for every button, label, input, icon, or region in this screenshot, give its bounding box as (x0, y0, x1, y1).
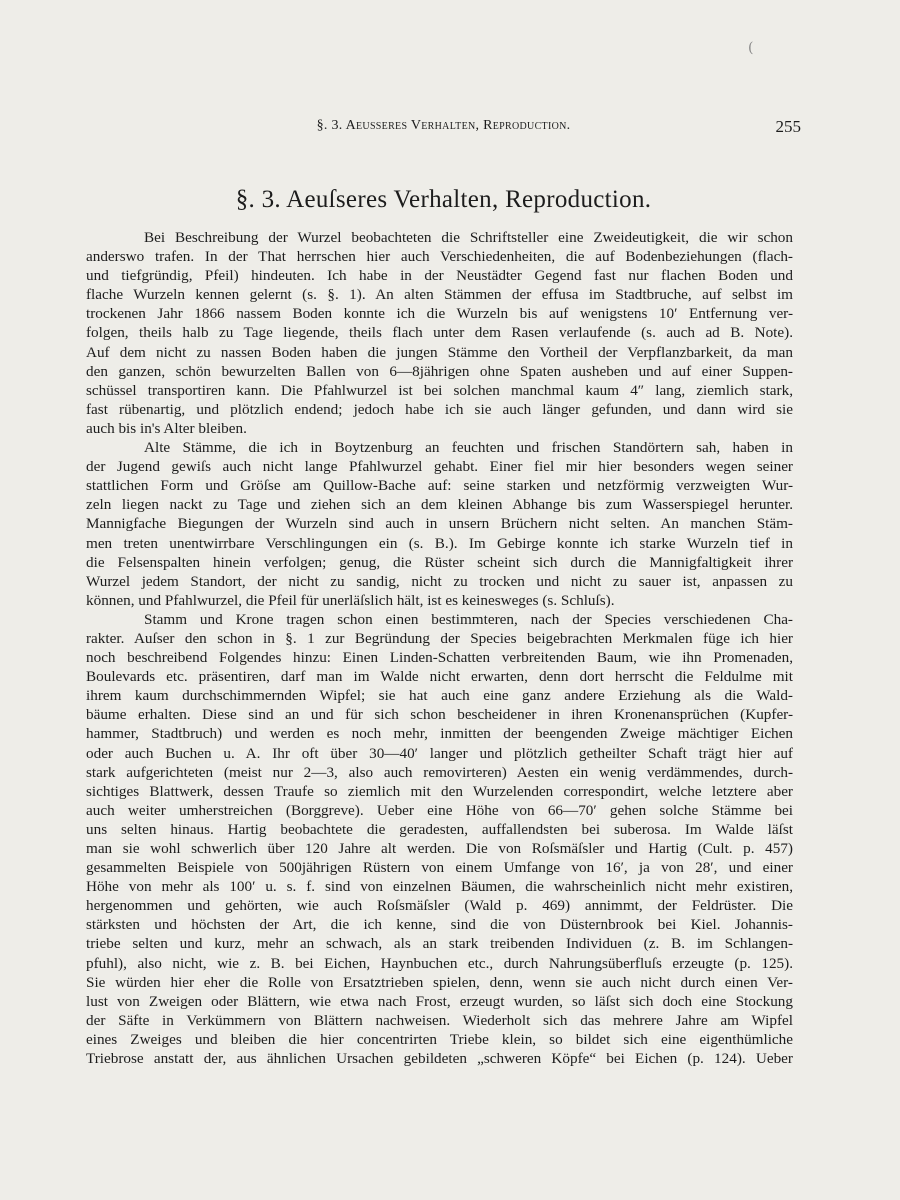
text-line: auch bis in's Alter bleiben. (86, 419, 247, 437)
text-line: Auf dem nicht zu nassen Boden haben die jungen Stämme den Vortheil der Verpflanzbarkeit, da man (86, 343, 793, 361)
text-line: hammer, Stadtbruch) und werden es noch mehr, inmitten der beengenden Zweige mächtiger Eichen (86, 725, 793, 743)
text-line: der Säfte in Verkümmern von Blättern nachweisen. Wiederholt sich das mehrere Jahre am Wipfel (86, 1011, 793, 1029)
text-line: Stamm und Krone tragen schon einen bestimmteren, nach der Species verschiedenen Cha- (144, 610, 793, 628)
text-line: hergenommen und gehörten, wie auch Roſsmäſsler (Wald p. 469) annimmt, der Feldrüster. Die (86, 897, 793, 915)
text-line: oder auch Buchen u. A. Ihr oft über 30—40′ langer und plötzlich getheilter Schaft trägt hier auf (86, 744, 793, 762)
text-line: auch weiter umherstreichen (Borggreve). Ueber eine Höhe von 66—70′ gehen solche Stämme bei (86, 801, 793, 819)
text-line: uns selten hinaus. Hartig beobachtete die geradesten, auffallendsten bei suberosa. Im Walde läſst (86, 820, 793, 838)
running-title: §. 3. Aeusseres Verhalten, Reproduction. (316, 118, 571, 133)
text-line: Triebrose anstatt der, aus ähnlichen Ursachen gebildeten „schweren Köpfe“ bei Eichen (p. 124). Ueber (86, 1050, 793, 1068)
text-line: stärksten und höchsten der Art, die ich kenne, sind die von Düsternbrook bei Kiel. Johannis- (86, 916, 793, 934)
text-line: flache Wurzeln kennen gelernt (s. §. 1). An alten Stämmen der effusa im Stadtbruche, auf selbst im (86, 286, 793, 304)
text-line: den ganzen, schön bewurzelten Ballen von 6—8jährigen ohne Spaten ausheben und auf einer Suppen- (86, 362, 793, 380)
text-line: ihrem kaum durchschimmernden Wipfel; sie hat auch eine ganz andere Erziehung als die Wald- (86, 687, 793, 705)
text-line: gesammelten Beispiele von 500jährigen Rüstern von einem Umfange von 16′, ja von 28′, und einer (86, 859, 793, 877)
text-line: eines Zweiges und bleiben die hier concentrirten Triebe klein, so bildet sich eine eigenthümliche (86, 1030, 793, 1048)
text-line: Alte Stämme, die ich in Boytzenburg an feuchten und frischen Standörtern sah, haben in (144, 439, 793, 457)
text-line: triebe selten und kurz, mehr an schwach, als an stark treibenden Individuen (z. B. im Schlangen- (86, 935, 793, 953)
text-line: und tiefgründig, Pfeil) hindeuten. Ich habe in der Neustädter Gegend fast nur flachen Boden und (86, 267, 793, 285)
text-line: der Jugend gewiſs auch nicht lange Pfahlwurzel gehabt. Einer fiel mir hier besonders wegen seiner (86, 458, 793, 476)
body-text (86, 228, 793, 1068)
section-heading: §. 3. Aeuſseres Verhalten, Reproduction. (235, 186, 652, 213)
text-line: Höhe von mehr als 100′ u. s. f. sind von einzelnen Bäumen, die wahrscheinlich nicht mehr existiren, (86, 878, 793, 896)
text-line: können, und Pfahlwurzel, die Pfeil für unerläſslich hält, ist es keinesweges (s. Schluſs). (86, 591, 615, 609)
text-line: anderswo trafen. In der That herrschen hier auch Verschiedenheiten, die auf Bodenbeziehungen (flach- (86, 248, 793, 266)
text-line: man sie wohl schwerlich über 120 Jahre alt werden. Die von Roſsmäſsler und Hartig (Cult. p. 457) (86, 840, 793, 857)
text-line: Mannigfache Biegungen der Wurzeln sind auch in unsern Brüchern nicht selten. An manchen Stäm- (86, 515, 793, 533)
text-line: lust von Zweigen oder Blättern, wie etwa nach Frost, erzeugt wurden, so läſst sich doch eine Stockung (86, 992, 793, 1010)
text-line: stark aufgerichteten (meist nur 2—3, also auch removirteren) Aesten ein wenig verdämmendes, durch- (86, 763, 793, 781)
text-line: rakter. Auſser den schon in §. 1 zur Begründung der Species beigebrachten Merkmalen füge ich hier (86, 629, 793, 647)
text-line: schüssel transportiren kann. Die Pfahlwurzel ist bei solchen manchmal kaum 4″ lang, ziemlich stark, (86, 381, 793, 399)
running-head (86, 118, 801, 138)
page-number: 255 (775, 117, 801, 136)
pencil-mark: ( (748, 40, 754, 56)
text-line: noch beschreibend Folgendes hinzu: Einen Linden-Schatten verbreitenden Baum, wie ihn Promenaden, (86, 649, 793, 667)
text-line: Wurzel jedem Standort, der nicht zu sandig, nicht zu trocken und nicht zu sauer ist, anpassen zu (86, 572, 793, 590)
text-line: Bei Beschreibung der Wurzel beobachteten die Schriftsteller eine Zweideutigkeit, die wir schon (144, 229, 793, 246)
text-line: Boulevards etc. präsentiren, darf man im Walde nicht erwarten, denn dort herrscht die Feldulme mit (86, 668, 793, 686)
text-line: stattlichen Form und Gröſse am Quillow-Bache auf: seine starken und netzförmig verzweigten Wur- (86, 477, 793, 495)
text-line: men treten unentwirrbare Verschlingungen ein (s. B.). Im Gebirge konnte ich starke Wurzeln tief in (86, 534, 793, 552)
text-line: folgen, theils halb zu Tage liegende, theils flach unter dem Rasen verlaufende (s. auch ad B. Note). (86, 324, 793, 342)
text-line: Sie würden hier eher die Rolle von Ersatztrieben spielen, denn, wenn sie auch nicht durch einen Ver- (86, 973, 793, 991)
text-line: die Felsenspalten hinein verfolgen; genug, die Rüster scheint sich durch die Mannigfaltigkeit ihrer (86, 553, 793, 571)
text-line: pfuhl), also nicht, wie z. B. bei Eichen, Haynbuchen etc., durch Nahrungsüberfluſs erzeugte (p. 125). (86, 954, 793, 972)
text-line: fast rübenartig, und plötzlich endend; jedoch habe ich sie auch länger gefunden, und dann wird sie (86, 400, 793, 418)
text-line: trockenen Jahr 1866 nassem Boden konnte ich die Wurzeln bis auf wenigstens 10′ Entfernung ver- (86, 305, 793, 323)
text-line: sichtiges Blattwerk, dessen Traufe so ziemlich mit den Wurzelenden correspondirt, welche letztere aber (86, 782, 793, 800)
text-line: zeln liegen nackt zu Tage und ziehen sich an dem kleinen Abhange bis zum Wasserspiegel herunter. (86, 496, 793, 514)
text-line: bäume erhalten. Diese sind an und für sich schon bescheidener in ihren Kronenansprüchen (Kupfer- (86, 706, 793, 724)
